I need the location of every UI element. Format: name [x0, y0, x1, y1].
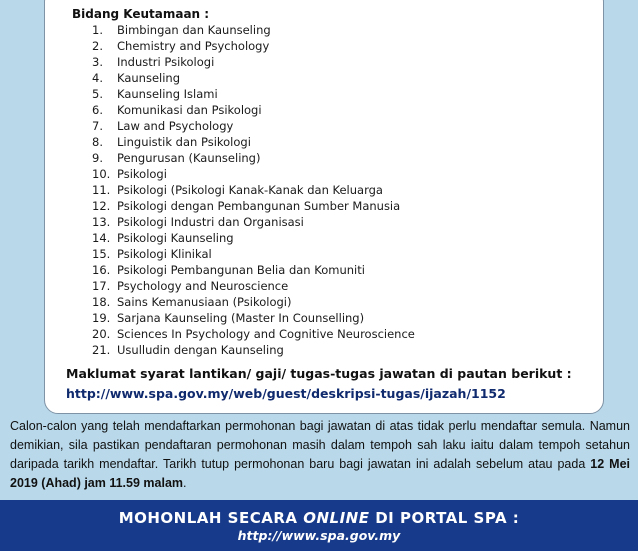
field-item: [92, 310, 415, 326]
field-label: Psikologi dengan Pembangunan Sumber Manusia: [117, 199, 401, 213]
field-item: [92, 22, 415, 38]
field-number: 1.: [92, 23, 103, 37]
info-text: Maklumat syarat lantikan/ gaji/ tugas-tugas jawatan di pautan berikut :: [66, 366, 572, 381]
notice-text: Calon-calon yang telah mendaftarkan permohonan bagi jawatan di atas tidak perlu mendaftar semula. Namun demikian, sila pastikan pendaftaran permohonan masih dalam tempoh sah laku iaitu dalam tempoh setahun daripada tarikh mendaftar. Tarikh tutup permohonan baru bagi jawatan ini adalah sebelum atau pada: [10, 419, 630, 471]
field-number: 19.: [92, 311, 111, 325]
field-label: Psikologi Industri dan Organisasi: [117, 215, 304, 229]
field-item: [92, 134, 415, 150]
field-item: [92, 214, 415, 230]
field-number: 17.: [92, 279, 111, 293]
field-number: 15.: [92, 247, 111, 261]
field-item: [92, 118, 415, 134]
field-item: [92, 278, 415, 294]
field-label: Kaunseling Islami: [117, 87, 218, 101]
field-number: 13.: [92, 215, 111, 229]
field-number: 20.: [92, 327, 111, 341]
field-number: 6.: [92, 103, 103, 117]
field-item: [92, 150, 415, 166]
footer-title: [0, 509, 638, 527]
field-label: Psychology and Neuroscience: [117, 279, 289, 293]
footer-banner: [0, 500, 638, 551]
field-item: [92, 246, 415, 262]
info-link[interactable]: http://www.spa.gov.my/web/guest/deskripsi-tugas/ijazah/1152: [66, 386, 506, 401]
field-item: [92, 230, 415, 246]
field-label: Sarjana Kaunseling (Master In Counselling): [117, 311, 365, 325]
field-number: 11.: [92, 183, 111, 197]
section-heading: Bidang Keutamaan :: [72, 7, 210, 21]
field-number: 14.: [92, 231, 111, 245]
field-item: [92, 198, 415, 214]
field-number: 9.: [92, 151, 103, 165]
field-item: [92, 342, 415, 358]
footer-url-link[interactable]: http://www.spa.gov.my: [237, 528, 401, 543]
field-number: 16.: [92, 263, 111, 277]
field-number: 12.: [92, 199, 111, 213]
field-item: [92, 294, 415, 310]
field-number: 8.: [92, 135, 103, 149]
field-label: Psikologi: [117, 167, 167, 181]
field-number: 18.: [92, 295, 111, 309]
field-item: [92, 166, 415, 182]
field-label: Industri Psikologi: [117, 55, 215, 69]
field-label: Sciences In Psychology and Cognitive Neuroscience: [117, 327, 415, 341]
field-item: [92, 102, 415, 118]
field-label: Pengurusan (Kaunseling): [117, 151, 261, 165]
field-number: 5.: [92, 87, 103, 101]
field-label: Psikologi Pembangunan Belia dan Komuniti: [117, 263, 365, 277]
field-label: Psikologi Kaunseling: [117, 231, 234, 245]
footer-title-pre: MOHONLAH SECARA: [118, 509, 304, 527]
field-label: Psikologi Klinikal: [117, 247, 212, 261]
field-label: Psikologi (Psikologi Kanak-Kanak dan Keluarga: [117, 183, 383, 197]
field-number: 4.: [92, 71, 103, 85]
field-label: Bimbingan dan Kaunseling: [117, 23, 271, 37]
field-item: [92, 38, 415, 54]
field-item: [92, 182, 415, 198]
deadline-text: 12 Mei 2019 (Ahad) jam 11.59 malam: [10, 457, 631, 490]
notice-paragraph: [10, 417, 630, 493]
field-item: [92, 86, 415, 102]
footer-title-post: DI PORTAL SPA :: [369, 509, 520, 527]
field-number: 21.: [92, 343, 111, 357]
field-label: Chemistry and Psychology: [117, 39, 270, 53]
field-label: Linguistik dan Psikologi: [117, 135, 251, 149]
field-item: [92, 54, 415, 70]
field-item: [92, 326, 415, 342]
field-number: 10.: [92, 167, 111, 181]
footer-title-em: ONLINE: [303, 509, 370, 527]
field-label: Komunikasi dan Psikologi: [117, 103, 262, 117]
field-label: Kaunseling: [117, 71, 181, 85]
field-item: [92, 70, 415, 86]
notice-end: .: [183, 476, 187, 490]
field-label: Law and Psychology: [117, 119, 234, 133]
field-list: [92, 22, 415, 358]
field-label: Usulludin dengan Kaunseling: [117, 343, 284, 357]
field-item: [92, 262, 415, 278]
field-number: 7.: [92, 119, 103, 133]
field-label: Sains Kemanusiaan (Psikologi): [117, 295, 292, 309]
field-number: 2.: [92, 39, 103, 53]
field-number: 3.: [92, 55, 103, 69]
